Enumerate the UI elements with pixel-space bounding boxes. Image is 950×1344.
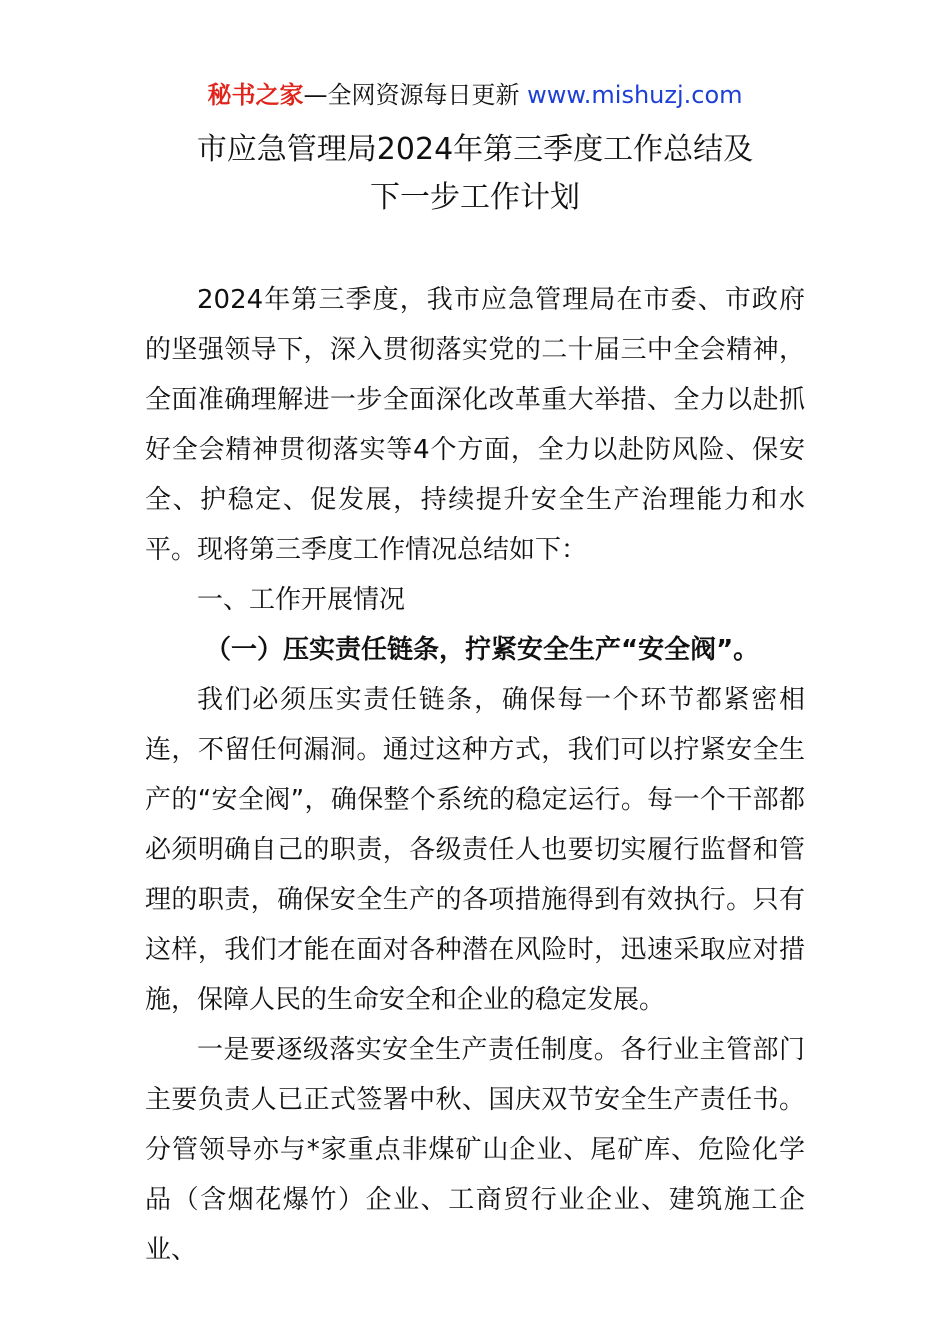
- intro-paragraph: 2024年第三季度，我市应急管理局在市委、市政府的坚强领导下，深入贯彻落实党的二十届三中全会精神，全面准确理解进一步全面深化改革重大举措、全力以赴抓好全会精神贯彻落实等4个方面，全力以赴防风险、保安全、护稳定、促发展，持续提升安全生产治理能力和水平。现将第三季度工作情况总结如下：: [145, 285, 805, 565]
- section-heading: 一、工作开展情况: [197, 585, 406, 615]
- header-tagline: —全网资源每日更新: [303, 81, 520, 109]
- document-title-line2: 下一步工作计划: [370, 180, 580, 215]
- body-paragraph: 一是要逐级落实安全生产责任制度。各行业主管部门主要负责人已正式签署中秋、国庆双节安全生产责任书。分管领导亦与*家重点非煤矿山企业、尾矿库、危险化学品（含烟花爆竹）企业、工商贸行业企业、建筑施工企业、: [145, 1035, 805, 1265]
- site-header: [0, 80, 950, 110]
- document-body: [145, 275, 805, 1275]
- subsection-heading: （一）压实责任链条，拧紧安全生产“安全阀”。: [205, 635, 760, 665]
- brand-name: 秘书之家: [207, 81, 304, 109]
- body-paragraph: 我们必须压实责任链条，确保每一个环节都紧密相连，不留任何漏洞。通过这种方式，我们可以拧紧安全生产的“安全阀”，确保整个系统的稳定运行。每一个干部都必须明确自己的职责，各级责任人也要切实履行监督和管理的职责，确保安全生产的各项措施得到有效执行。只有这样，我们才能在面对各种潜在风险时，迅速采取应对措施，保障人民的生命安全和企业的稳定发展。: [145, 685, 805, 1015]
- document-title-line1: 市应急管理局2024年第三季度工作总结及: [196, 132, 754, 167]
- site-url-link[interactable]: www.mishuzj.com: [527, 81, 743, 109]
